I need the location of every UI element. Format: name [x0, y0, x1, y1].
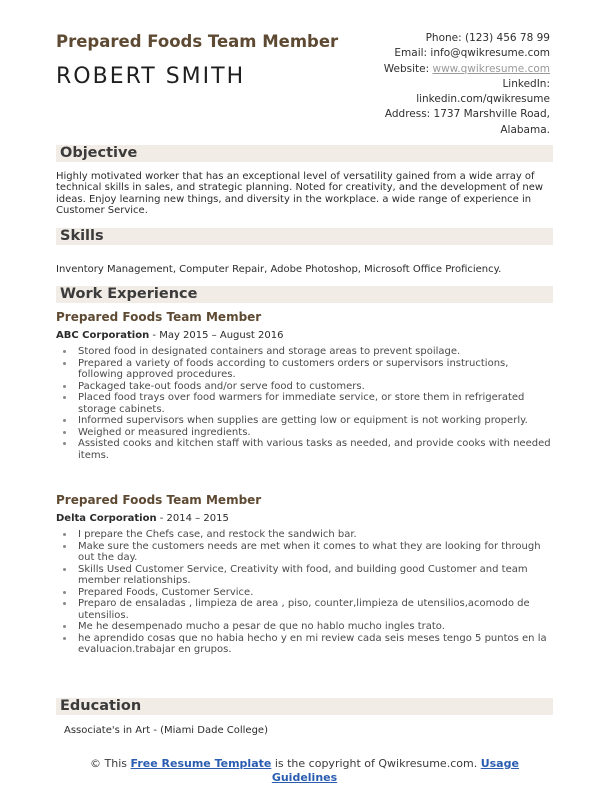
work-section-header [56, 286, 553, 303]
job-1-bullets [56, 346, 553, 461]
job-2-bullets [56, 529, 553, 656]
website-link[interactable]: www.qwikresume.com [432, 62, 550, 75]
skills-title: Skills [60, 228, 104, 244]
bullet-dot-icon [63, 385, 66, 388]
list-item: Weighed or measured ingredients. [56, 427, 553, 439]
free-resume-template-link[interactable]: Free Resume Template [130, 757, 272, 770]
footer-middle: is the copyright of Qwikresume.com. [271, 757, 481, 770]
footer-prefix: © This [90, 757, 131, 770]
bullet-dot-icon [63, 431, 66, 434]
contact-linkedin-url: linkedin.com/qwikresume [416, 93, 550, 106]
contact-linkedin-label: LinkedIn: [502, 77, 550, 90]
objective-text: Highly motivated worker that has an exceptional level of versatility gained from a wide array of technical skills in sales, and strategic planning. Noted for creativity, and the development of new ideas. Enjoy learning new things, and diversity in the workplace. a wide range of experience in Customer Service. [56, 171, 544, 217]
job-2-dates: - 2014 – 2015 [156, 513, 229, 524]
job-2-company-line [56, 513, 229, 524]
contact-address-line2: Alabama. [500, 123, 550, 136]
contact-phone: Phone: (123) 456 78 99 [425, 32, 550, 44]
bullet-dot-icon [63, 637, 66, 640]
list-item: Informed supervisors when supplies are getting low or equipment is not working properly. [56, 415, 553, 427]
list-item: Stored food in designated containers and storage areas to prevent spoilage. [56, 346, 553, 358]
bullet-dot-icon [63, 591, 66, 594]
bullet-dot-icon [63, 625, 66, 628]
skills-section-header [56, 228, 553, 245]
bullet-dot-icon [63, 602, 66, 605]
bullet-dot-icon [63, 545, 66, 548]
list-item: Placed food trays over food warmers for immediate service, or store them in refrigerated storage cabinets. [56, 392, 553, 415]
education-section-header [56, 698, 553, 715]
list-item: Prepared a variety of foods according to customers orders or supervisors instructions, following approved procedures. [56, 358, 553, 381]
footer-copyright [56, 757, 553, 785]
objective-section-header [56, 145, 553, 162]
job-2-company: Delta Corporation [56, 513, 157, 524]
website-label: Website: [383, 62, 433, 75]
skills-text: Inventory Management, Computer Repair, Adobe Photoshop, Microsoft Office Proficiency. [56, 264, 502, 275]
list-item: Packaged take-out foods and/or serve food to customers. [56, 381, 553, 393]
contact-address-line1: Address: 1737 Marshville Road, [384, 108, 550, 121]
list-item: Make sure the customers needs are met when it comes to what they are looking for through out the day. [56, 541, 553, 564]
list-item: Skills Used Customer Service, Creativity with food, and building good Customer and team member relationships. [56, 564, 553, 587]
contact-email: Email: info@qwikresume.com [394, 47, 550, 60]
job-1-company-line [56, 330, 283, 341]
contact-block [310, 31, 550, 138]
list-item: I prepare the Chefs case, and restock the sandwich bar. [56, 529, 553, 541]
bullet-dot-icon [63, 362, 66, 365]
job-2-title: Prepared Foods Team Member [56, 493, 262, 507]
objective-title: Objective [60, 145, 138, 161]
work-title: Work Experience [60, 286, 198, 302]
bullet-dot-icon [63, 568, 66, 571]
education-title: Education [60, 698, 142, 714]
list-item: Me he desempenado mucho a pesar de que no hablo mucho ingles trato. [56, 621, 553, 633]
job-1-title: Prepared Foods Team Member [56, 310, 262, 324]
list-item: Prepared Foods, Customer Service. [56, 587, 553, 599]
contact-website [310, 62, 550, 77]
usage-guidelines-link[interactable]: Usage Guidelines [271, 757, 519, 784]
bullet-dot-icon [63, 396, 66, 399]
job-1-company: ABC Corporation [56, 330, 150, 341]
bullet-dot-icon [63, 533, 66, 536]
bullet-dot-icon [63, 350, 66, 353]
list-item: he aprendido cosas que no habia hecho y en mi review cada seis meses tengo 5 puntos en la evaluacion.trabajar en grupos. [56, 633, 553, 656]
job-1-dates: - May 2015 – August 2016 [149, 330, 284, 341]
bullet-dot-icon [63, 442, 66, 445]
bullet-dot-icon [63, 419, 66, 422]
list-item: Preparo de ensaladas , limpieza de area , piso, counter,limpieza de utensilios,acomodo de utensilios. [56, 598, 553, 621]
education-entry: Associate's in Art - (Miami Dade College) [64, 725, 268, 736]
candidate-name: ROBERT SMITH [56, 64, 246, 89]
list-item: Assisted cooks and kitchen staff with various tasks as needed, and provide cooks with needed items. [56, 438, 553, 461]
resume-job-title: Prepared Foods Team Member [56, 32, 339, 51]
